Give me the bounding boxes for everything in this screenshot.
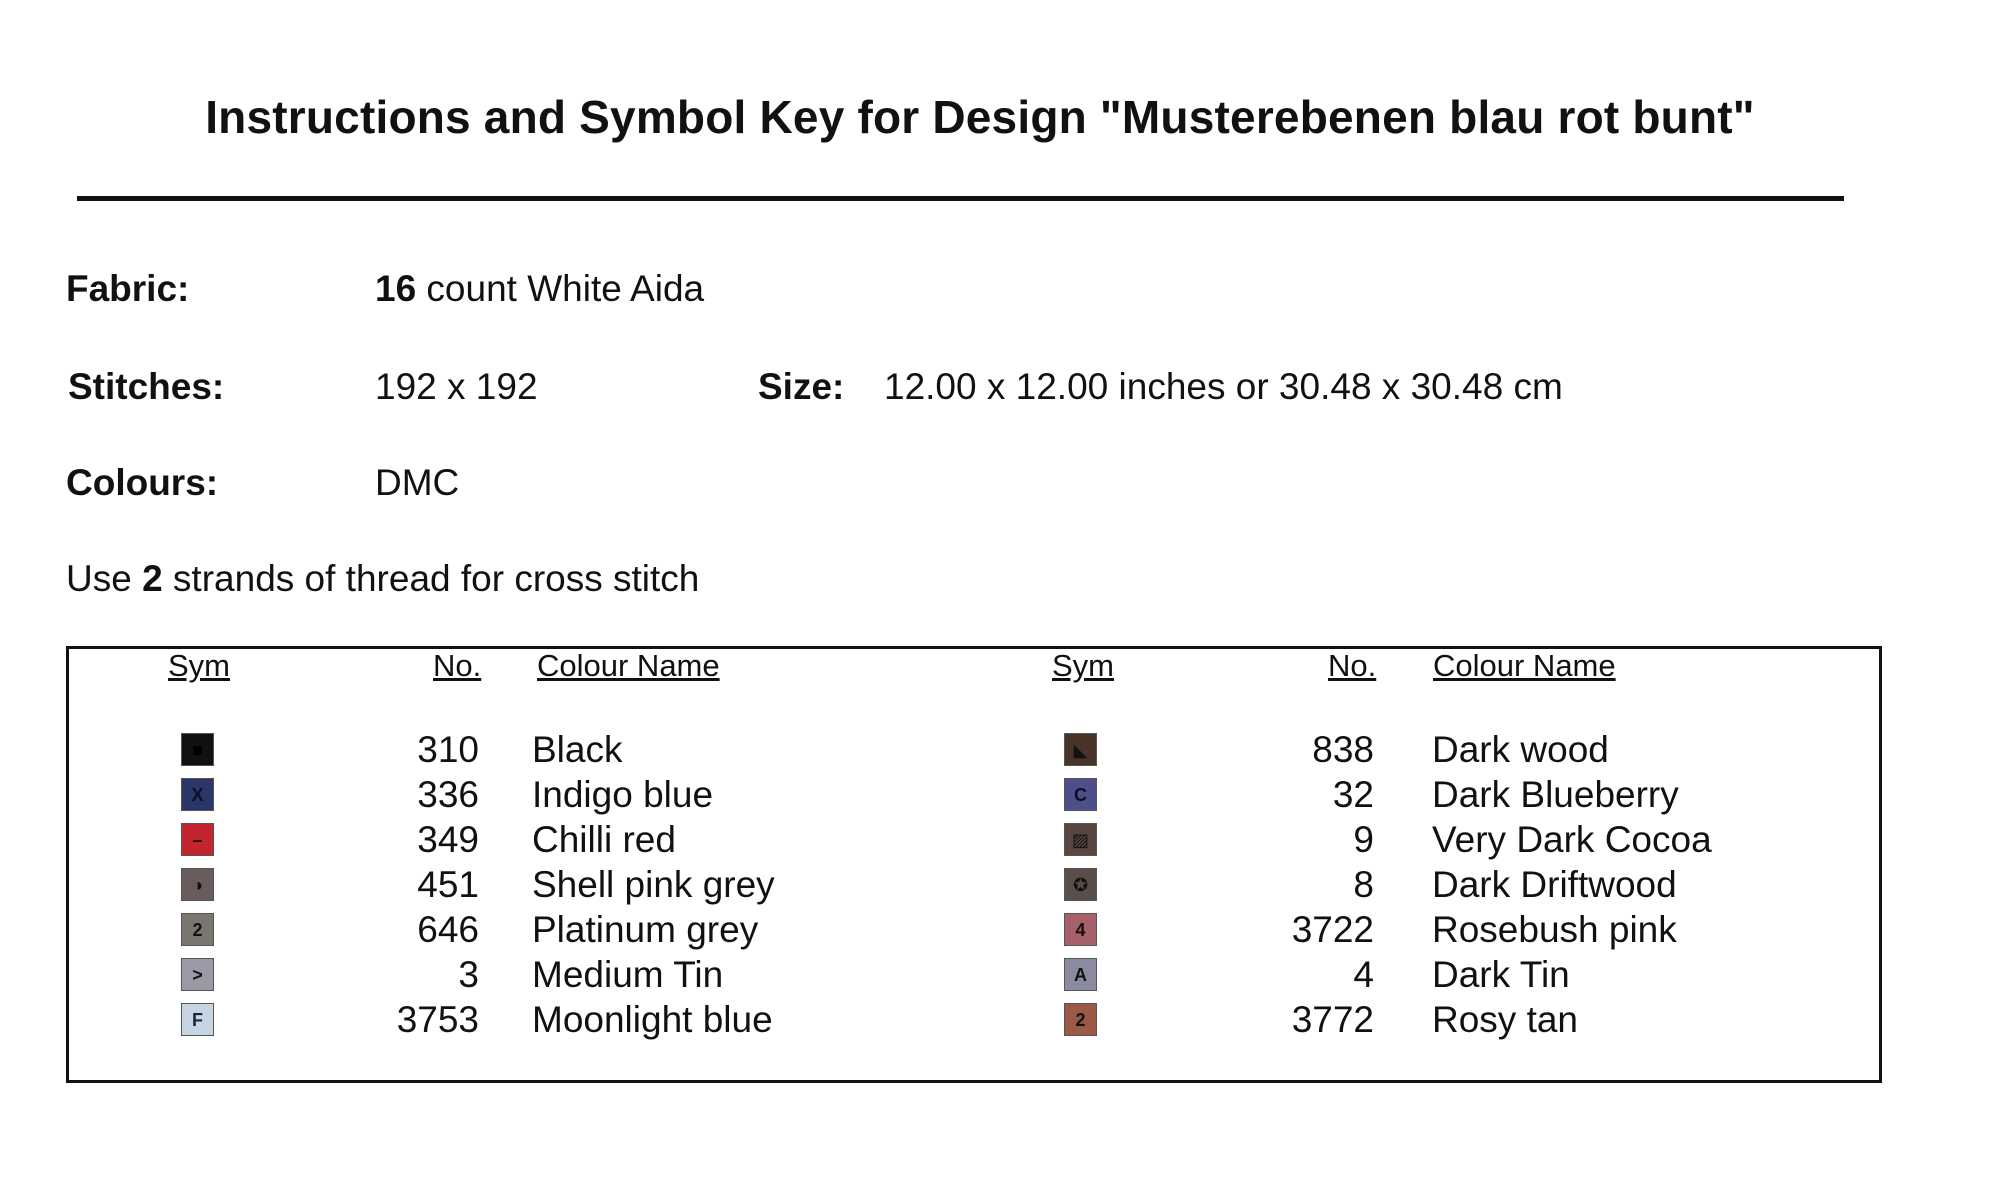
colour-name: Dark Driftwood: [1432, 864, 1677, 905]
colour-number: 3: [458, 954, 479, 995]
colour-number: 838: [1312, 729, 1374, 770]
colour-number: 32: [1332, 774, 1374, 815]
fabric-value: [375, 268, 704, 310]
strands-count: 2: [142, 558, 163, 599]
colour-name: Dark Tin: [1432, 954, 1570, 995]
fabric-count: 16: [375, 268, 417, 309]
symbol-swatch-icon: A: [1064, 958, 1097, 991]
symbol-swatch-icon: F: [181, 1003, 214, 1036]
stitches-label: Stitches:: [68, 366, 225, 407]
colour-number: 3772: [1291, 999, 1374, 1040]
colour-number: 349: [417, 819, 479, 860]
colour-name: Very Dark Cocoa: [1432, 819, 1712, 860]
header-no-left: No.: [433, 648, 482, 683]
symbol-swatch-icon: >: [181, 958, 214, 991]
symbol-swatch-icon: 2: [1064, 1003, 1097, 1036]
colour-name: Black: [532, 729, 623, 770]
colour-name: Chilli red: [532, 819, 676, 860]
colour-number: 8: [1353, 864, 1374, 905]
title-divider: [77, 196, 1844, 201]
colour-name: Medium Tin: [532, 954, 724, 995]
colour-number: 646: [417, 909, 479, 950]
colour-name: Rosy tan: [1432, 999, 1579, 1040]
strands-instruction: [66, 558, 699, 600]
colour-number: 336: [417, 774, 479, 815]
header-sym-left: Sym: [168, 648, 230, 683]
header-no-right: No.: [1328, 648, 1377, 683]
size-label: Size:: [758, 366, 845, 407]
symbol-swatch-icon: C: [1064, 778, 1097, 811]
strands-suffix: strands of thread for cross stitch: [162, 558, 700, 599]
symbol-swatch-icon: ✪: [1064, 868, 1097, 901]
colour-name: Indigo blue: [532, 774, 714, 815]
symbol-swatch-icon: 2: [181, 913, 214, 946]
symbol-swatch-icon: ◣: [1064, 733, 1097, 766]
colour-number: 4: [1353, 954, 1374, 995]
symbol-swatch-icon: 4: [1064, 913, 1097, 946]
stitches-value: 192 x 192: [375, 366, 538, 407]
colour-number: 451: [417, 864, 479, 905]
colours-label: Colours:: [66, 462, 219, 503]
header-name-right: Colour Name: [1433, 648, 1616, 683]
colour-name: Platinum grey: [532, 909, 759, 950]
colour-number: 3722: [1291, 909, 1374, 950]
page-title: Instructions and Symbol Key for Design "Musterebenen blau rot bunt": [205, 91, 1755, 143]
size-value: 12.00 x 12.00 inches or 30.48 x 30.48 cm: [884, 366, 1563, 407]
colour-number: 3753: [396, 999, 479, 1040]
symbol-swatch-icon: X: [181, 778, 214, 811]
colour-name: Shell pink grey: [532, 864, 775, 905]
colour-name: Dark Blueberry: [1432, 774, 1679, 815]
colour-name: Dark wood: [1432, 729, 1609, 770]
symbol-swatch-icon: –: [181, 823, 214, 856]
header-sym-right: Sym: [1052, 648, 1114, 683]
colour-number: 9: [1353, 819, 1374, 860]
fabric-label: Fabric:: [66, 268, 190, 309]
symbol-swatch-icon: ▨: [1064, 823, 1097, 856]
colours-value: DMC: [375, 462, 460, 503]
fabric-text: count White Aida: [416, 268, 705, 309]
colour-number: 310: [417, 729, 479, 770]
colour-name: Rosebush pink: [1432, 909, 1677, 950]
strands-prefix: Use: [66, 558, 143, 599]
symbol-swatch-icon: ■: [181, 733, 214, 766]
colour-name: Moonlight blue: [532, 999, 773, 1040]
symbol-swatch-icon: ◑: [181, 868, 214, 901]
header-name-left: Colour Name: [537, 648, 720, 683]
